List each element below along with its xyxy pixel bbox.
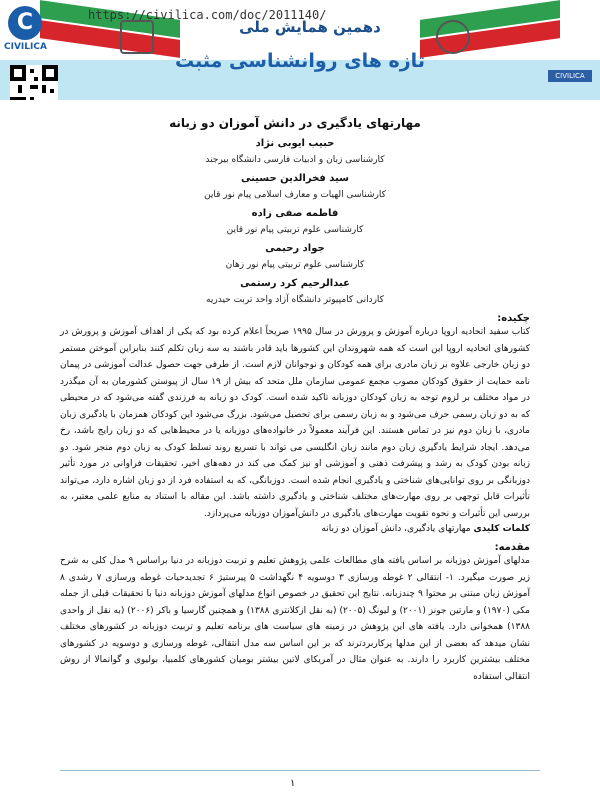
keywords-label: کلمات کلیدی — [473, 524, 530, 534]
conference-subtitle: تازه های روانشناسی مثبت — [175, 50, 425, 72]
abstract-text: کتاب سفید اتحادیه اروپا درباره آموزش و پرورش در سال ۱۹۹۵ صریحاً اعلام کرده بود که یکی از اهداف آموزش و پرورش در کشورهای اتحادیه اروپا این است که همه شهروندان این کشورها باید قادر باشند به سه زبان تکلم کنند بنابراین آموختن مستمر دو زبان خارجی علاوه بر زبان مادری برای همه کودکان و نوجوانان لازم است. از طرفی جهت حصول عدالت آموزشی در پیمان نامه حمایت از حقوق کودکان مصوب مجمع عمومی سازمان ملل متحد که بیش از ۱۹ سال از پیوستن کشورمان به آن میگذرد در مواد مختلف بر لزوم توجه به زبان کودکان دوزبانه تاکید شده است. کودک دو زبانه به فرزندی گفته می‌شود که در محیطی که به دو زبان رسمی حرف می‌شود و به زبان رسمی برای تحصیل می‌شود. بزرگ می‌شود این کودکان همزمان با یادگیری زبان مادری، با زبان دوم نیز در تماس هستند. این فرآیند معمولاً در خانواده‌های دوزبانه یا در محیط‌هایی که دو زبان رایج باشد، رخ می‌دهد. ایجاد شرایط یادگیری زبان دوم مانند زبان انگلیسی می تواند با تسریع روند تسلط کودک به زبان دوم منجر شود. دو زبانه بودن کودک به رشد و پیشرفت ذهنی و آموزشی او نیز کمک می کند در دهه‌های اخیر، تحقیقات فراوانی در مورد تأثیر دوزبانگی بر روی توانایی‌های شناختی و یادگیری انجام شده است. دوزبانگی، که به استفاده فرد از دو زبان اشاره دارد، می‌تواند تأثیرات قابل توجهی بر روی مهارت‌های مختلف شناختی و یادگیری داشته باشد. این مقاله با استناد به منابع علمی معتبر، به بررسی این تأثیرات و نحوه تقویت مهارت‌های یادگیری در دانش‌آموزان دوزبانه می‌پردازد. — [60, 327, 530, 519]
author-affiliation: کارشناسی الهیات و معارف اسلامی پیام نور قاین — [204, 190, 386, 200]
university-logo-icon — [120, 20, 154, 54]
qr-code-icon[interactable] — [10, 65, 58, 100]
author-name: حبیب ایوبی نژاد — [255, 138, 335, 149]
intro-heading: مقدمه: — [494, 542, 530, 553]
author-name: جواد رحیمی — [265, 243, 325, 254]
paper-title: مهارتهای یادگیری در دانش آموزان دو زبانه — [169, 116, 421, 130]
footer-divider — [60, 770, 540, 771]
document-url[interactable]: https://civilica.com/doc/2011140/ — [88, 8, 327, 22]
keywords-value: مهارتهای یادگیری، دانش آموزان دو زبانه — [321, 524, 471, 534]
civilica-badge[interactable]: CIVILICA — [548, 70, 592, 82]
intro-text: مدلهای آموزش دوزبانه بر اساس یافته های مطالعات علمی پژوهش تعلیم و تربیت دوزبانه در دنیا براساس ۹ مدل کلی به شرح زیر صورت میگیرد. ۱- انتقالی ۲ غوطه ورسازی ۳ دوسویه ۴ نگهداشت ۵ پیرستیژ ۶ تجدیدحیات غوطه ورسازی ۷ رشدی ۸ آموزش زبان مبتنی بر محتوا ۹ چندزبانه. نتایج این تحقیق در خصوص انواع مدلهای آموزش دوزبانه دنیا با تحقیقات قبلی از جمله مکی (۱۹۷۰) و مارتین جونز (۲۰۰۱) و لیونگ (۲۰۰۵) (به نقل ازکلانتری ۱۳۸۸) و همچنین گارسیا و باکر (۲۰۰۶) (به نقل از واحدی ۱۳۸۸) همخوانی دارد. یافته های این پژوهش در زمینه های سیاست های برنامه تعلیم و تربیت دوزبانه در کشورهای مختلف نشان میدهد که بعضی از این مدلها پرکاربردترند که بر این اساس سه مدل انتقالی، غوطه ورسازی و دوسویه در کشورهای مختلف بیشترین کاربرد را دارند. به عنوان مثال در آمریکای لاتین بیشتر بومیان کشورهای کلمبیا، بولیوی و گواتمالا از روش انتقالی استفاده — [60, 556, 530, 682]
civilica-logo-icon[interactable]: C — [8, 6, 42, 40]
civilica-logo-text: CIVILICA — [4, 42, 47, 52]
author-name: سید فخرالدین حسینی — [240, 173, 349, 184]
author-affiliation: کارشناسی زبان و ادبیات فارسی دانشگاه بیرجند — [205, 155, 385, 165]
conference-title: دهمین همایش ملی — [239, 18, 381, 36]
keywords-line — [60, 524, 530, 534]
author-name: فاطمه صفی زاده — [251, 208, 339, 219]
institute-logo-icon — [436, 20, 470, 54]
author-name: عبدالرحیم کرد رستمی — [240, 278, 350, 289]
paper-body — [60, 110, 530, 685]
author-affiliation: کارشناسی علوم تربیتی پیام نور زهان — [225, 260, 365, 270]
abstract-heading: چکیده: — [497, 313, 530, 324]
conference-banner — [0, 0, 600, 100]
author-affiliation: کاردانی کامپیوتر دانشگاه آزاد واحد تربت حیدریه — [206, 295, 384, 305]
page-number: ۱ — [290, 778, 296, 789]
author-affiliation: کارشناسی علوم تربیتی پیام نور قاین — [226, 225, 364, 235]
